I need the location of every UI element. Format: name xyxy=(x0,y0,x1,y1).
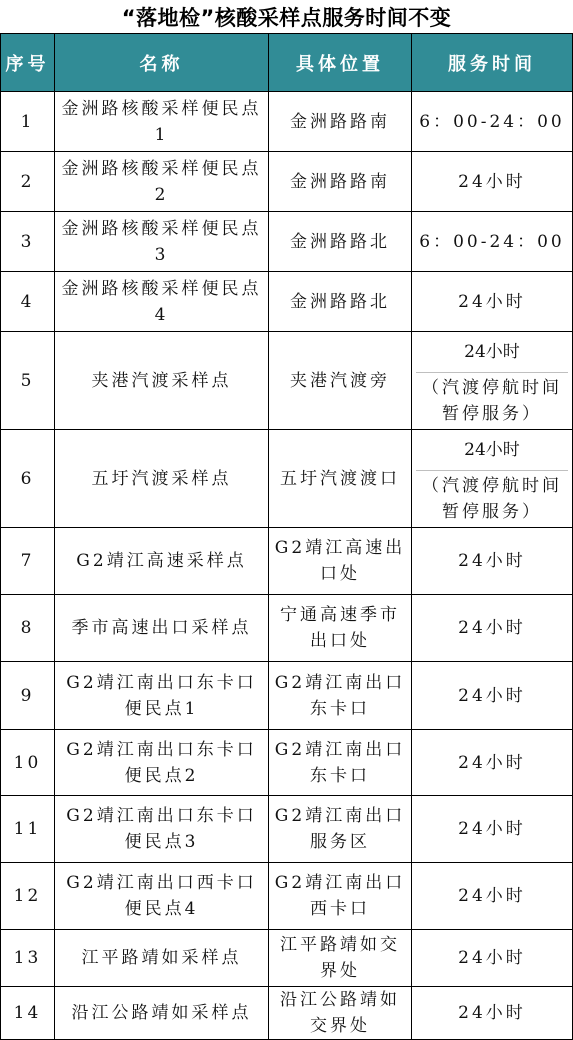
cell-hours: 24小时 xyxy=(412,152,573,212)
cell-location: 沿江公路靖如交界处 xyxy=(269,987,412,1040)
cell-hours: 24小时 xyxy=(412,730,573,796)
cell-location: G2靖江南出口东卡口 xyxy=(269,662,412,730)
cell-no: 1 xyxy=(1,92,55,152)
cell-location: 金洲路路北 xyxy=(269,272,412,332)
header-location: 具体位置 xyxy=(269,34,412,92)
table-row xyxy=(1,730,573,796)
table-row xyxy=(1,796,573,863)
cell-no: 10 xyxy=(1,730,55,796)
cell-location: G2靖江南出口东卡口 xyxy=(269,730,412,796)
cell-hours: 24小时 xyxy=(412,863,573,930)
cell-location: 金洲路路北 xyxy=(269,212,412,272)
cell-name: 五圩汽渡采样点 xyxy=(55,430,269,528)
cell-no: 14 xyxy=(1,987,55,1040)
cell-no: 3 xyxy=(1,212,55,272)
cell-name: G2靖江高速采样点 xyxy=(55,528,269,595)
header-no: 序号 xyxy=(1,34,55,92)
cell-location: 金洲路路南 xyxy=(269,92,412,152)
page-title: “落地检”核酸采样点服务时间不变 xyxy=(121,6,452,30)
cell-location: 夹港汽渡旁 xyxy=(269,332,412,430)
cell-no: 5 xyxy=(1,332,55,430)
cell-hours: 24小时 xyxy=(412,595,573,662)
cell-no: 9 xyxy=(1,662,55,730)
table-row xyxy=(1,332,573,430)
cell-name: G2靖江南出口东卡口便民点1 xyxy=(55,662,269,730)
hours-note: （汽渡停航时间暂停服务） xyxy=(422,378,562,424)
cell-location: 金洲路路南 xyxy=(269,152,412,212)
cell-location: G2靖江南出口服务区 xyxy=(269,796,412,863)
cell-name: 金洲路核酸采样便民点4 xyxy=(55,272,269,332)
cell-name: 江平路靖如采样点 xyxy=(55,930,269,987)
cell-no: 4 xyxy=(1,272,55,332)
cell-location: G2靖江南出口西卡口 xyxy=(269,863,412,930)
cell-hours xyxy=(412,430,573,528)
cell-no: 11 xyxy=(1,796,55,863)
cell-name: 夹港汽渡采样点 xyxy=(55,332,269,430)
table-row xyxy=(1,662,573,730)
table-row xyxy=(1,930,573,987)
header-name: 名称 xyxy=(55,34,269,92)
cell-hours: 24小时 xyxy=(412,272,573,332)
cell-name: 沿江公路靖如采样点 xyxy=(55,987,269,1040)
cell-name: G2靖江南出口西卡口便民点4 xyxy=(55,863,269,930)
table-row xyxy=(1,528,573,595)
table-row xyxy=(1,430,573,528)
cell-no: 7 xyxy=(1,528,55,595)
table-row xyxy=(1,212,573,272)
cell-hours xyxy=(412,332,573,430)
table-row xyxy=(1,152,573,212)
cell-hours: 24小时 xyxy=(412,930,573,987)
cell-hours: 24小时 xyxy=(412,662,573,730)
cell-no: 8 xyxy=(1,595,55,662)
cell-hours: 6：00-24：00 xyxy=(412,212,573,272)
cell-hours: 24小时 xyxy=(412,528,573,595)
cell-name: G2靖江南出口东卡口便民点2 xyxy=(55,730,269,796)
table-header-row xyxy=(1,34,573,92)
cell-location: 宁通高速季市出口处 xyxy=(269,595,412,662)
cell-name: 金洲路核酸采样便民点1 xyxy=(55,92,269,152)
cell-location: 五圩汽渡渡口 xyxy=(269,430,412,528)
cell-hours: 24小时 xyxy=(412,987,573,1040)
cell-hours: 24小时 xyxy=(412,796,573,863)
table-row xyxy=(1,863,573,930)
cell-location: 江平路靖如交界处 xyxy=(269,930,412,987)
hours-note: （汽渡停航时间暂停服务） xyxy=(422,476,562,522)
table-row xyxy=(1,272,573,332)
cell-name: 金洲路核酸采样便民点3 xyxy=(55,212,269,272)
table-body xyxy=(1,92,573,1040)
schedule-table xyxy=(0,33,573,1040)
cell-name: 金洲路核酸采样便民点2 xyxy=(55,152,269,212)
cell-name: 季市高速出口采样点 xyxy=(55,595,269,662)
cell-name: G2靖江南出口东卡口便民点3 xyxy=(55,796,269,863)
table-row xyxy=(1,987,573,1040)
cell-hours: 6：00-24：00 xyxy=(412,92,573,152)
cell-no: 6 xyxy=(1,430,55,528)
cell-location: G2靖江高速出口处 xyxy=(269,528,412,595)
table-row xyxy=(1,92,573,152)
cell-no: 12 xyxy=(1,863,55,930)
hours-value: 24小时 xyxy=(416,430,568,471)
cell-no: 2 xyxy=(1,152,55,212)
table-row xyxy=(1,595,573,662)
header-hours: 服务时间 xyxy=(412,34,573,92)
hours-value: 24小时 xyxy=(416,332,568,373)
cell-no: 13 xyxy=(1,930,55,987)
